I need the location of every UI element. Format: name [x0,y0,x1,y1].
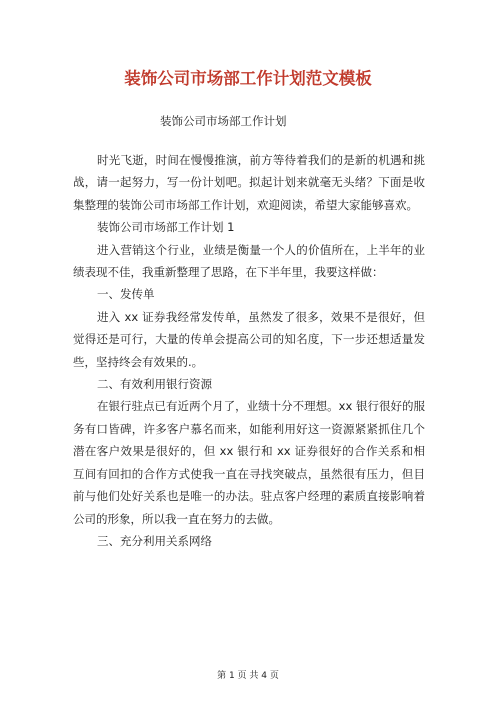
heading-network: 三、充分利用关系网络 [97,533,212,548]
paragraph-intro: 时光飞逝，时间在慢慢推演，前方等待着我们的是新的机遇和挑战，请一起努力，写一份计划吧。拟起计划来就毫无头绪？下面是收集整理的装饰公司市场部工作计划，欢迎阅读，希望大家能够喜欢。 [73,153,425,212]
paragraph-flyers: 进入 xx 证券我经常发传单，虽然发了很多，效果不是很好，但觉得还是可行，大量的传单会提高公司的知名度，下一步还想适量发些，坚持终会有效果的.。 [73,309,425,369]
paragraph-bank-resources: 在银行驻点已有近两个月了，业绩十分不理想。xx 银行很好的服务有口皆碑，许多客户慕名而来，如能利用好这一资源紧紧抓住几个潜在客户效果是很好的，但 xx 银行和 xx 证券很好的合作关系和相互间有回扣的合作方式使我一直在寻找突破点，虽然很有压力，但目前与他们处好关系也是唯一的办法。驻点客户经理的素质直接影响着公司的形象，所以我一直在努力的去做。 [73,399,425,526]
heading-flyers: 一、发传单 [97,287,155,302]
paragraph-marketing: 进入营销这个行业，业绩是衡量一个人的价值所在，上半年的业绩表现不佳，我重新整理了思路，在下半年里，我要这样做： [73,242,425,280]
document-title: 装饰公司市场部工作计划范文模板 [124,69,372,88]
document-subtitle: 装饰公司市场部工作计划 [160,114,287,128]
section-heading-plan-1: 装饰公司市场部工作计划 1 [97,220,235,235]
document-body [73,149,425,552]
heading-bank-resources: 二、有效利用银行资源 [97,377,212,392]
page-number-footer: 第 1 页 共 4 页 [217,671,279,681]
